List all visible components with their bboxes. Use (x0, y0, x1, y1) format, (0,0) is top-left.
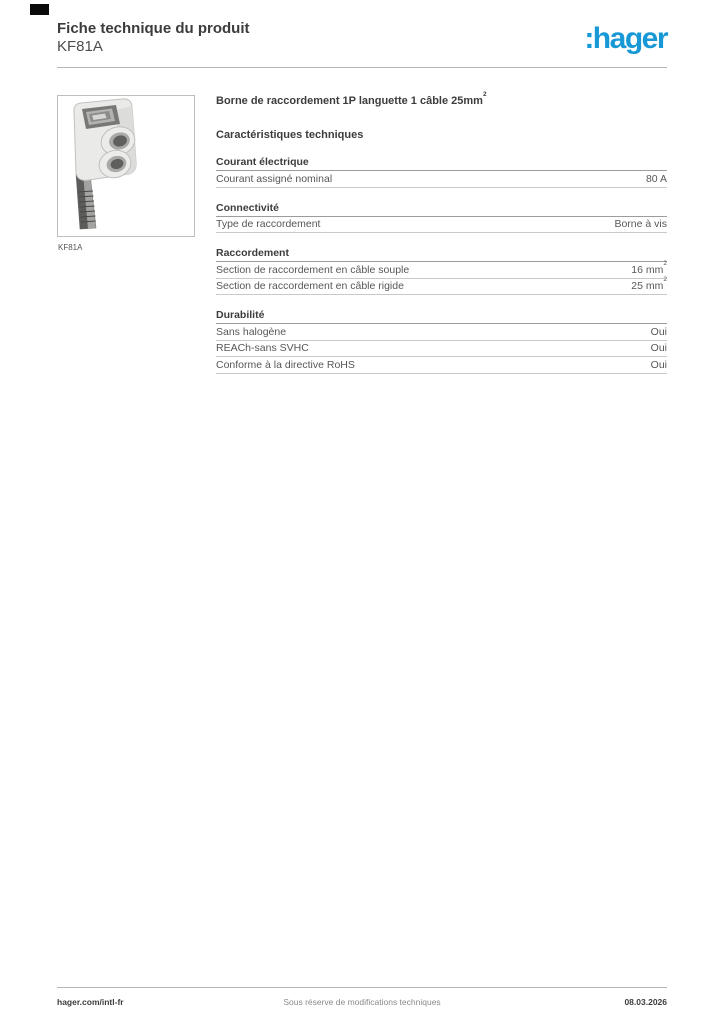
spec-value-text: 16 mm (631, 263, 664, 276)
spec-label: Courant assigné nominal (216, 172, 333, 185)
spec-row (216, 259, 667, 279)
spec-section-courant-electrique (216, 156, 667, 188)
spec-value-text: 25 mm (631, 280, 664, 292)
spec-label: Type de raccordement (216, 218, 321, 230)
section-title: Raccordement (216, 247, 667, 262)
spec-value: Oui (650, 325, 667, 338)
spec-value: 80 A (645, 172, 667, 185)
footer-disclaimer: Sous réserve de modifications techniques (283, 997, 441, 1007)
product-reference: KF81A (57, 38, 103, 55)
page-header (57, 20, 667, 56)
section-title: Durabilité (216, 309, 667, 324)
spec-label: Section de raccordement en câble souple (216, 263, 410, 276)
spec-value: Oui (650, 342, 667, 354)
product-name-text: Borne de raccordement 1P languette 1 câble 25mm (216, 95, 483, 107)
footer-website-link[interactable]: hager.com/intl-fr (57, 997, 124, 1007)
spec-value (631, 276, 667, 292)
spec-heading: Caractéristiques techniques (216, 129, 364, 141)
spec-value (631, 259, 667, 276)
product-name (216, 90, 667, 108)
spec-value: Oui (650, 358, 667, 371)
superscript: 2 (482, 90, 487, 98)
hager-logo: :hager (584, 22, 667, 55)
spec-row (216, 324, 667, 341)
superscript: 2 (663, 276, 667, 283)
superscript: 2 (663, 259, 667, 267)
print-registration-mark (30, 4, 49, 15)
footer-date: 08.03.2026 (624, 997, 667, 1007)
spec-row (216, 171, 667, 188)
spec-row (216, 276, 667, 296)
product-image-frame (57, 95, 195, 237)
page-footer (57, 987, 667, 1007)
spec-section-durabilite (216, 309, 667, 374)
page-title: Fiche technique du produit (57, 20, 250, 37)
spec-row (216, 357, 667, 374)
section-title: Connectivité (216, 202, 667, 217)
spec-label: Sans halogène (216, 325, 287, 338)
spec-section-raccordement (216, 247, 667, 295)
spec-column (216, 90, 667, 374)
product-image-caption: KF81A (58, 243, 83, 252)
section-title: Courant électrique (216, 156, 667, 171)
spec-row (216, 341, 667, 358)
spec-label: Section de raccordement en câble rigide (216, 280, 404, 292)
product-image (58, 96, 194, 236)
spec-label: REACh-sans SVHC (216, 342, 309, 354)
spec-label: Conforme à la directive RoHS (216, 358, 355, 371)
spec-value: Borne à vis (614, 218, 667, 230)
spec-section-connectivite (216, 202, 667, 234)
spec-row (216, 217, 667, 234)
header-divider (57, 67, 667, 68)
